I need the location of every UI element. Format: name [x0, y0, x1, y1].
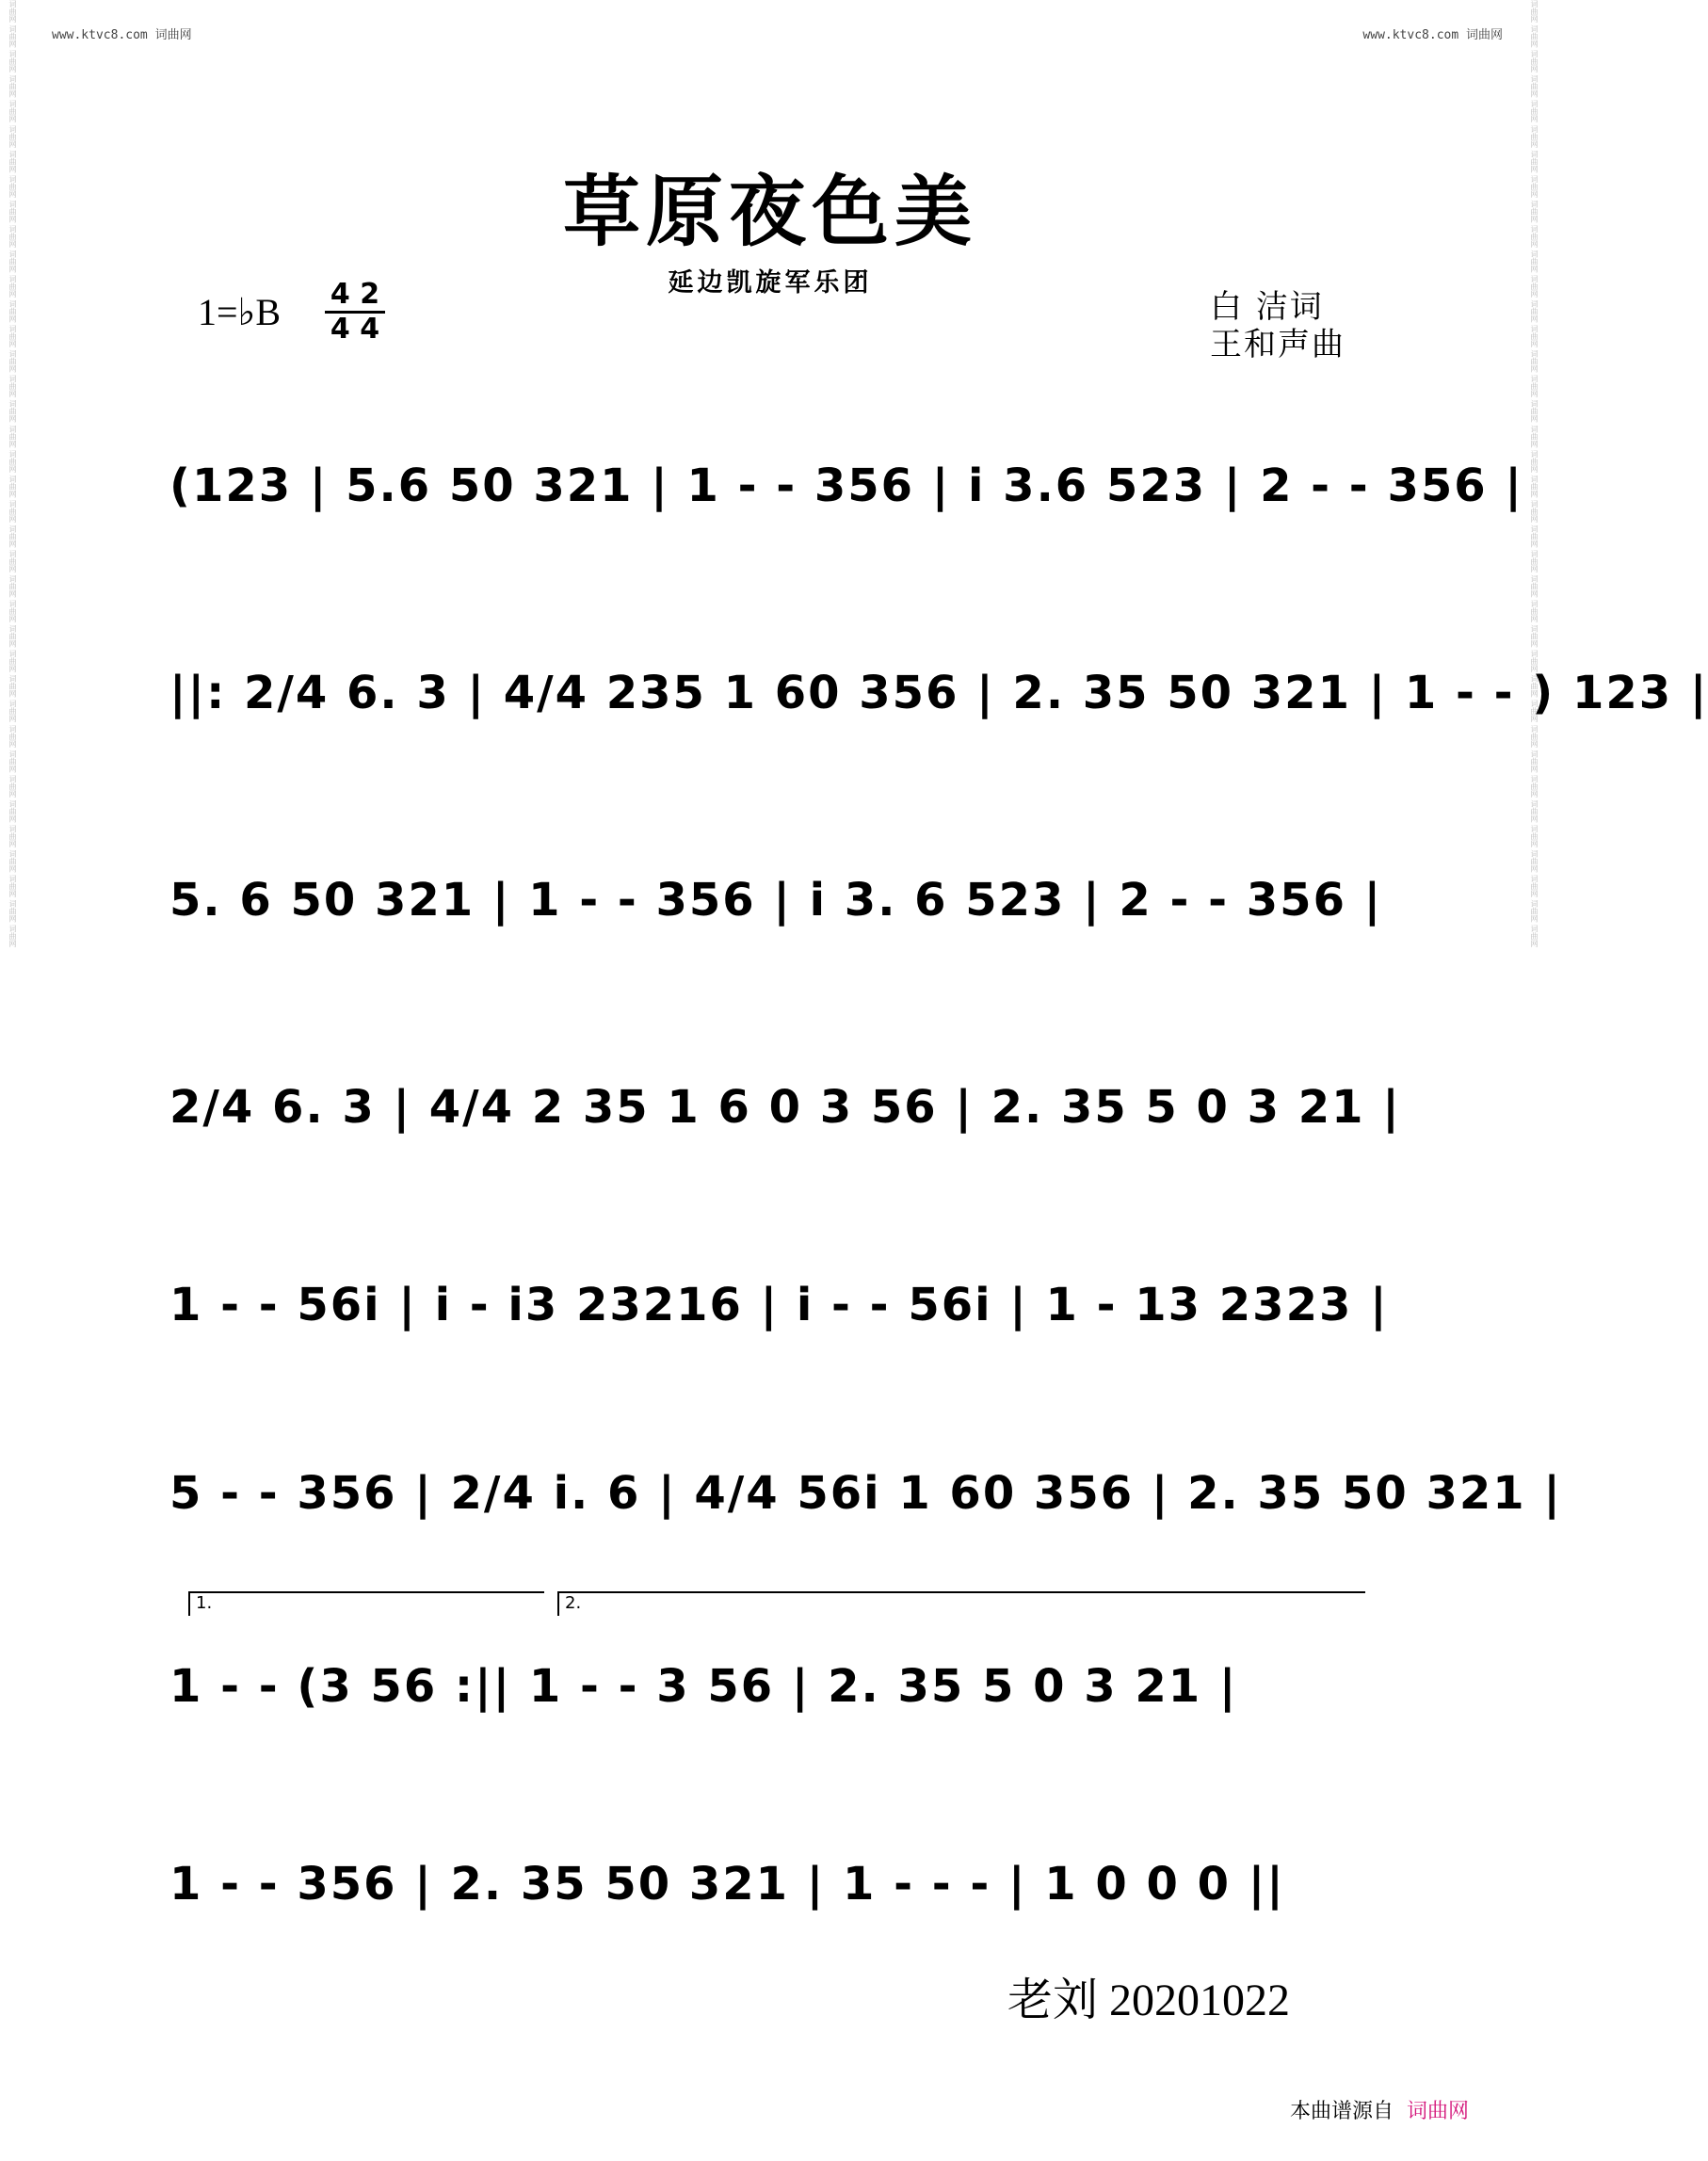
score-subtitle: 延边凯旋军乐团: [668, 268, 873, 298]
key-signature: 1=♭B: [198, 291, 282, 333]
score-line-notes: 1 - - 56i | i - i3 23216 | i - - 56i | 1 - 13 2323 |: [169, 1279, 1389, 1331]
score-line-notes: 5. 6 50 321 | 1 - - 356 | i 3. 6 523 | 2 - - 356 |: [169, 874, 1383, 927]
score-line-6: [169, 1450, 1562, 1563]
time-signature: [325, 279, 385, 346]
arranger-signature: 老刘 20201022: [1007, 1976, 1291, 2025]
score-line-notes: 1 - - 356 | 2. 35 50 321 | 1 - - - | 1 0 0 0 ||: [169, 1858, 1285, 1911]
volta-2-bracket: [557, 1591, 1365, 1616]
score-line-notes: 1 - - (3 56 :|| 1 - - 3 56 | 2. 35 5 0 3 21 |: [169, 1660, 1238, 1713]
source-site-link[interactable]: 词曲网: [1407, 2100, 1470, 2123]
score-line-5: [169, 1262, 1389, 1375]
score-line-1: [169, 443, 1523, 556]
left-edge-watermark: 词曲网 词曲网 词曲网 词曲网 词曲网 词曲网 词曲网 词曲网 词曲网 词曲网 词曲网 词曲网 词曲网 词曲网 词曲网 词曲网 词曲网 词曲网 词曲网 词曲网 词曲网 词曲网 词曲网 词曲网 词曲网 词曲网 词曲网 词曲网 词曲网 词曲网 词曲网 词曲网 词曲网 词曲网 词曲网 词曲网 词曲网 词曲网: [8, 0, 17, 948]
score-line-notes: ||: 2/4 6. 3 | 4/4 235 1 60 356 | 2. 35 50 321 | 1 - - ) 123 |: [169, 667, 1708, 719]
watermark-left: www.ktvc8.com 词曲网: [52, 28, 192, 42]
score-line-notes: 5 - - 356 | 2/4 i. 6 | 4/4 56i 1 60 356 | 2. 35 50 321 |: [169, 1467, 1562, 1520]
meter-bottom: 4 4: [330, 313, 380, 346]
lyricist-credit: 白 洁词: [1210, 288, 1324, 326]
score-line-notes: 2/4 6. 3 | 4/4 2 35 1 6 0 3 56 | 2. 35 5 0 3 21 |: [169, 1081, 1401, 1134]
score-line-4: [169, 1064, 1401, 1177]
score-line-7: [169, 1643, 1365, 1756]
right-edge-watermark: 词曲网 词曲网 词曲网 词曲网 词曲网 词曲网 词曲网 词曲网 词曲网 词曲网 词曲网 词曲网 词曲网 词曲网 词曲网 词曲网 词曲网 词曲网 词曲网 词曲网 词曲网 词曲网 词曲网 词曲网 词曲网 词曲网 词曲网 词曲网 词曲网 词曲网 词曲网 词曲网 词曲网 词曲网 词曲网 词曲网 词曲网 词曲网: [1530, 0, 1539, 948]
score-line-notes: (123 | 5.6 50 321 | 1 - - 356 | i 3.6 523 | 2 - - 356 |: [169, 460, 1523, 512]
composer-credit: 王和声曲: [1210, 326, 1345, 363]
source-label: 本曲谱源自: [1290, 2100, 1394, 2123]
meter-top: 4 2: [330, 278, 380, 311]
watermark-right: www.ktvc8.com 词曲网: [1362, 28, 1503, 42]
volta-2-label: 2.: [565, 1593, 582, 1613]
score-line-8: [169, 1841, 1365, 1954]
volta-1-bracket: [188, 1591, 544, 1616]
score-line-3: [169, 857, 1383, 970]
score-line-2: [169, 650, 1708, 763]
volta-1-label: 1.: [196, 1593, 213, 1613]
source-footer: [1290, 2095, 1469, 2124]
score-title: 草原夜色美: [562, 167, 977, 257]
